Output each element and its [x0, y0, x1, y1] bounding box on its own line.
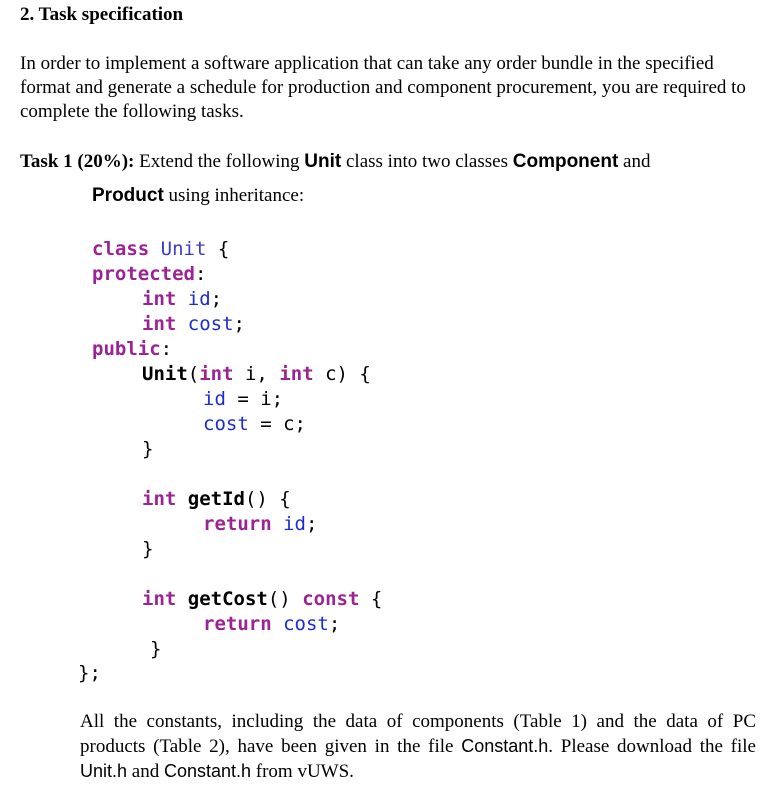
note-text-d: from vUWS.	[251, 761, 354, 782]
code-text: }	[150, 638, 162, 660]
note-text-a: All the constants, including the data of components (Table 1) and the data of PC products (Table 2), have been given in the file	[80, 711, 756, 757]
code-text: c) {	[313, 363, 371, 385]
code-function-name: Unit	[142, 363, 188, 385]
code-identifier: cost	[187, 313, 234, 335]
code-identifier: id	[187, 288, 211, 310]
code-keyword: int	[199, 363, 234, 385]
code-line-class-decl	[92, 237, 229, 262]
code-line-protected	[92, 262, 206, 287]
intro-paragraph: In order to implement a software application that can take any order bundle in the specified format and generate a schedule for production and component procurement, you are required to complete the following tasks.	[20, 53, 746, 122]
code-text: :	[160, 338, 173, 360]
note-paragraph	[80, 709, 756, 784]
task1-text-b: class into two classes	[345, 151, 508, 172]
code-keyword: protected	[92, 263, 195, 285]
code-keyword: const	[302, 588, 360, 610]
code-text: }	[142, 438, 154, 460]
code-text: = i;	[225, 388, 284, 410]
code-line-class-close	[78, 661, 101, 686]
code-line-return-cost	[203, 612, 340, 637]
code-text: ()	[267, 588, 303, 610]
class-name-component: Component	[512, 151, 619, 172]
code-line-constructor	[142, 362, 371, 387]
note-text-b: . Please download the file	[548, 736, 756, 757]
code-keyword: public	[92, 338, 161, 360]
note-text-c: and	[127, 761, 164, 782]
code-line-assign-id	[203, 387, 283, 412]
task1-statement	[20, 150, 760, 174]
code-identifier: id	[283, 513, 306, 535]
code-text: :	[194, 263, 207, 285]
class-name-unit: Unit	[304, 151, 342, 172]
code-class-name: Unit	[160, 238, 207, 260]
file-name-unit: Unit.h	[80, 761, 128, 781]
code-keyword: return	[203, 513, 272, 535]
code-function-name: getCost	[187, 588, 268, 610]
code-text: ;	[210, 288, 223, 310]
class-name-product: Product	[92, 185, 164, 206]
code-line-public	[92, 337, 172, 362]
code-text: i,	[233, 363, 280, 385]
code-text: };	[78, 662, 101, 684]
code-text: ;	[328, 613, 341, 635]
code-line-assign-cost	[203, 412, 306, 437]
code-text: = c;	[248, 413, 306, 435]
code-keyword: return	[203, 613, 272, 635]
code-line-close-getid	[142, 537, 153, 562]
task1-text-c: and	[623, 151, 651, 172]
code-keyword: int	[142, 488, 177, 510]
file-name-constant: Constant.h	[461, 736, 549, 756]
task1-label: Task 1 (20%):	[20, 151, 135, 172]
code-line-close-ctor	[142, 437, 153, 462]
code-keyword: int	[142, 588, 177, 610]
code-text: {	[206, 238, 230, 260]
code-keyword: int	[142, 288, 177, 310]
section-heading: 2. Task specification	[20, 4, 184, 25]
code-keyword: int	[279, 363, 314, 385]
code-identifier: cost	[203, 413, 249, 435]
code-text: ;	[233, 313, 245, 335]
code-line-getid	[142, 487, 291, 512]
code-line-int-cost	[142, 312, 245, 337]
code-keyword: class	[92, 238, 150, 260]
code-identifier: cost	[283, 613, 329, 635]
code-text: {	[359, 588, 383, 610]
code-line-return-id	[203, 512, 317, 537]
file-name-constant-2: Constant.h	[163, 761, 252, 781]
task1-text-a: Extend the following	[139, 151, 300, 172]
code-line-close-getcost	[150, 637, 161, 662]
code-line-getcost	[142, 587, 382, 612]
code-text: }	[142, 538, 154, 560]
code-identifier: id	[203, 388, 226, 410]
task1-statement-cont	[92, 185, 304, 207]
code-line-int-id	[142, 287, 222, 312]
code-text: (	[187, 363, 200, 385]
task1-text-d: using inheritance:	[168, 185, 305, 206]
code-keyword: int	[142, 313, 177, 335]
code-function-name: getId	[187, 488, 245, 510]
code-text: () {	[244, 488, 291, 510]
code-text: ;	[305, 513, 318, 535]
